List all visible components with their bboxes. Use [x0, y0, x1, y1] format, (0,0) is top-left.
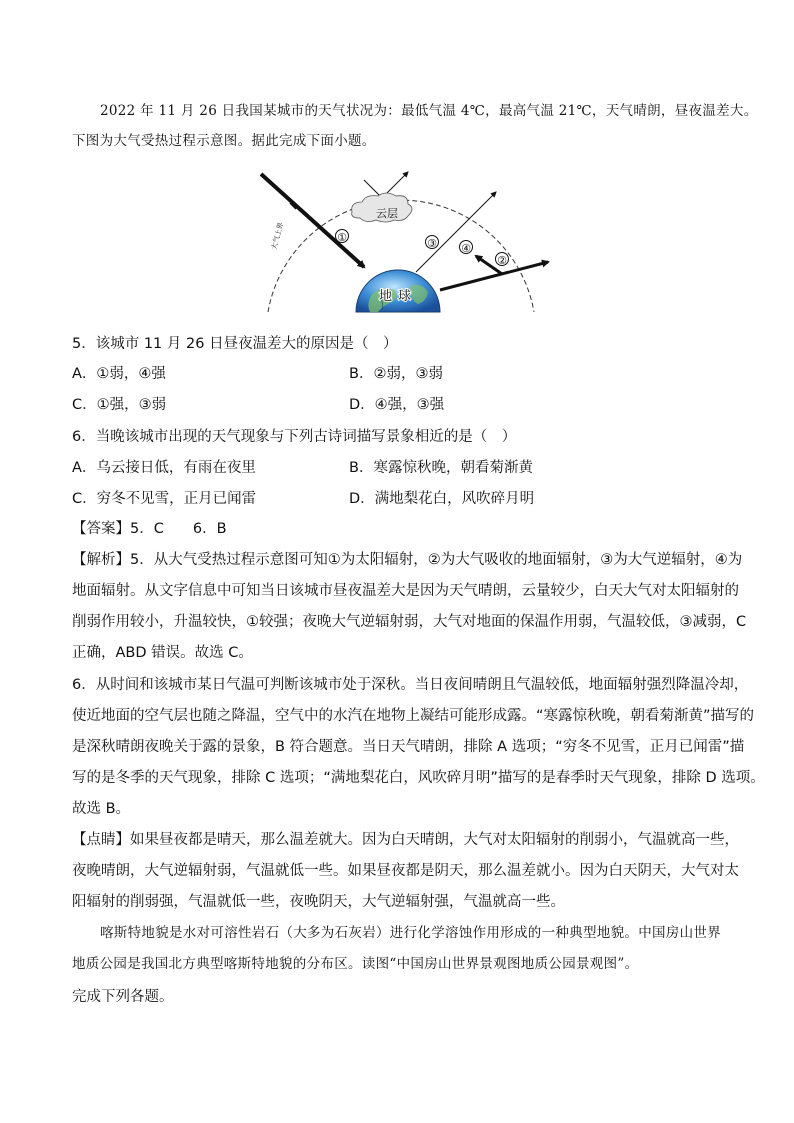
cloud-label: 云层 — [376, 207, 398, 220]
analysis-line-2: 地面辐射。从文字信息中可知当日该城市昼夜温差大是因为天气晴朗，云量较少，白天大气对太阳辐射的 — [72, 583, 739, 599]
q6-option-a: A．乌云接日低，有雨在夜里 — [72, 460, 256, 476]
tip-line-1: 【点睛】如果昼夜都是晴天，那么温差就大。因为白天晴朗，大气对太阳辐射的削弱小，气温就高一些， — [72, 832, 739, 848]
analysis-line-4: 正确，ABD 错误。故选 C。 — [72, 645, 253, 661]
analysis-line-1: 【解析】5．从大气受热过程示意图可知①为太阳辐射，②为大气吸收的地面辐射，③为大气逆辐射，④为 — [72, 552, 743, 568]
analysis-line-6: 使近地面的空气层也随之降温，空气中的水汽在地物上凝结可能形成露。“寒露惊秋晚，朝看菊渐黄”描写的 — [72, 708, 755, 724]
analysis-line-8: 写的是冬季的天气现象，排除 C 选项；“满地梨花白，风吹碎月明”描写的是春季时天气现象，排除 D 选项。 — [72, 770, 765, 786]
q6-option-b: B．寒露惊秋晚，朝看菊渐黄 — [349, 460, 533, 476]
analysis-line-3: 削弱作用较小，升温较快，①较强；夜晚大气逆辐射弱，大气对地面的保温作用弱，气温较低，③减弱，C — [72, 614, 747, 630]
mark-3: ③ — [427, 237, 437, 250]
q5-stem: 5．该城市 11 月 26 日昼夜温差大的原因是（ ） — [72, 336, 398, 352]
intro-line-1: 2022 年 11 月 26 日我国某城市的天气状况为：最低气温 4℃，最高气温 21℃，天气晴朗，昼夜温差大。 — [100, 103, 758, 119]
q5-option-c: C．①强，③弱 — [72, 397, 167, 413]
mark-4: ④ — [461, 242, 471, 255]
mark-2: ② — [497, 254, 507, 267]
passage2-line-2: 地质公园是我国北方典型喀斯特地貌的分布区。读图“中国房山世界景观图地质公园景观图”。 — [72, 956, 639, 972]
passage2-line-3: 完成下列各题。 — [72, 989, 174, 1005]
answer-line: 【答案】5．C 6．B — [72, 521, 227, 537]
analysis-line-5: 6．从时间和该城市某日气温可判断该城市处于深秋。当日夜间晴朗且气温较低，地面辐射强烈降温冷却， — [72, 677, 749, 693]
earth-label: 地球 — [378, 289, 418, 304]
analysis-line-9: 故选 B。 — [72, 801, 131, 817]
q5-option-d: D．④强，③强 — [349, 397, 445, 413]
intro-line-2: 下图为大气受热过程示意图。据此完成下面小题。 — [72, 133, 376, 149]
passage2-line-1: 喀斯特地貌是水对可溶性岩石（大多为石灰岩）进行化学溶蚀作用形成的一种典型地貌。中国房山世界 — [100, 925, 721, 941]
q5-option-b: B．②弱，③弱 — [349, 366, 443, 382]
tip-line-3: 阳辐射的削弱强，气温就低一些，夜晚阴天，大气逆辐射强，气温就高一些。 — [72, 894, 565, 910]
ground-radiation-arrow — [440, 262, 548, 290]
atmosphere-upper-boundary-label: 大气上界 — [270, 221, 286, 251]
atmosphere-heating-diagram — [250, 160, 550, 315]
tip-line-2: 夜晚晴朗，大气逆辐射弱，气温就低一些。如果昼夜都是阴天，那么温差就小。因为白天阴天，大气对太 — [72, 863, 739, 879]
q6-stem: 6．当晚该城市出现的天气现象与下列古诗词描写景象相近的是（ ） — [72, 429, 517, 445]
analysis-line-7: 是深秋晴朗夜晚关于露的景象，B 符合题意。当日天气晴朗，排除 A 选项；“穷冬不见雪，正月已闻雷”描 — [72, 739, 745, 755]
q6-option-d: D．满地梨花白，风吹碎月明 — [349, 491, 535, 507]
mark-1: ① — [337, 231, 347, 244]
q5-option-a: A．①弱，④强 — [72, 366, 166, 382]
q6-option-c: C．穷冬不见雪，正月已闻雷 — [72, 491, 257, 507]
solar-radiation-arrow — [261, 174, 364, 267]
